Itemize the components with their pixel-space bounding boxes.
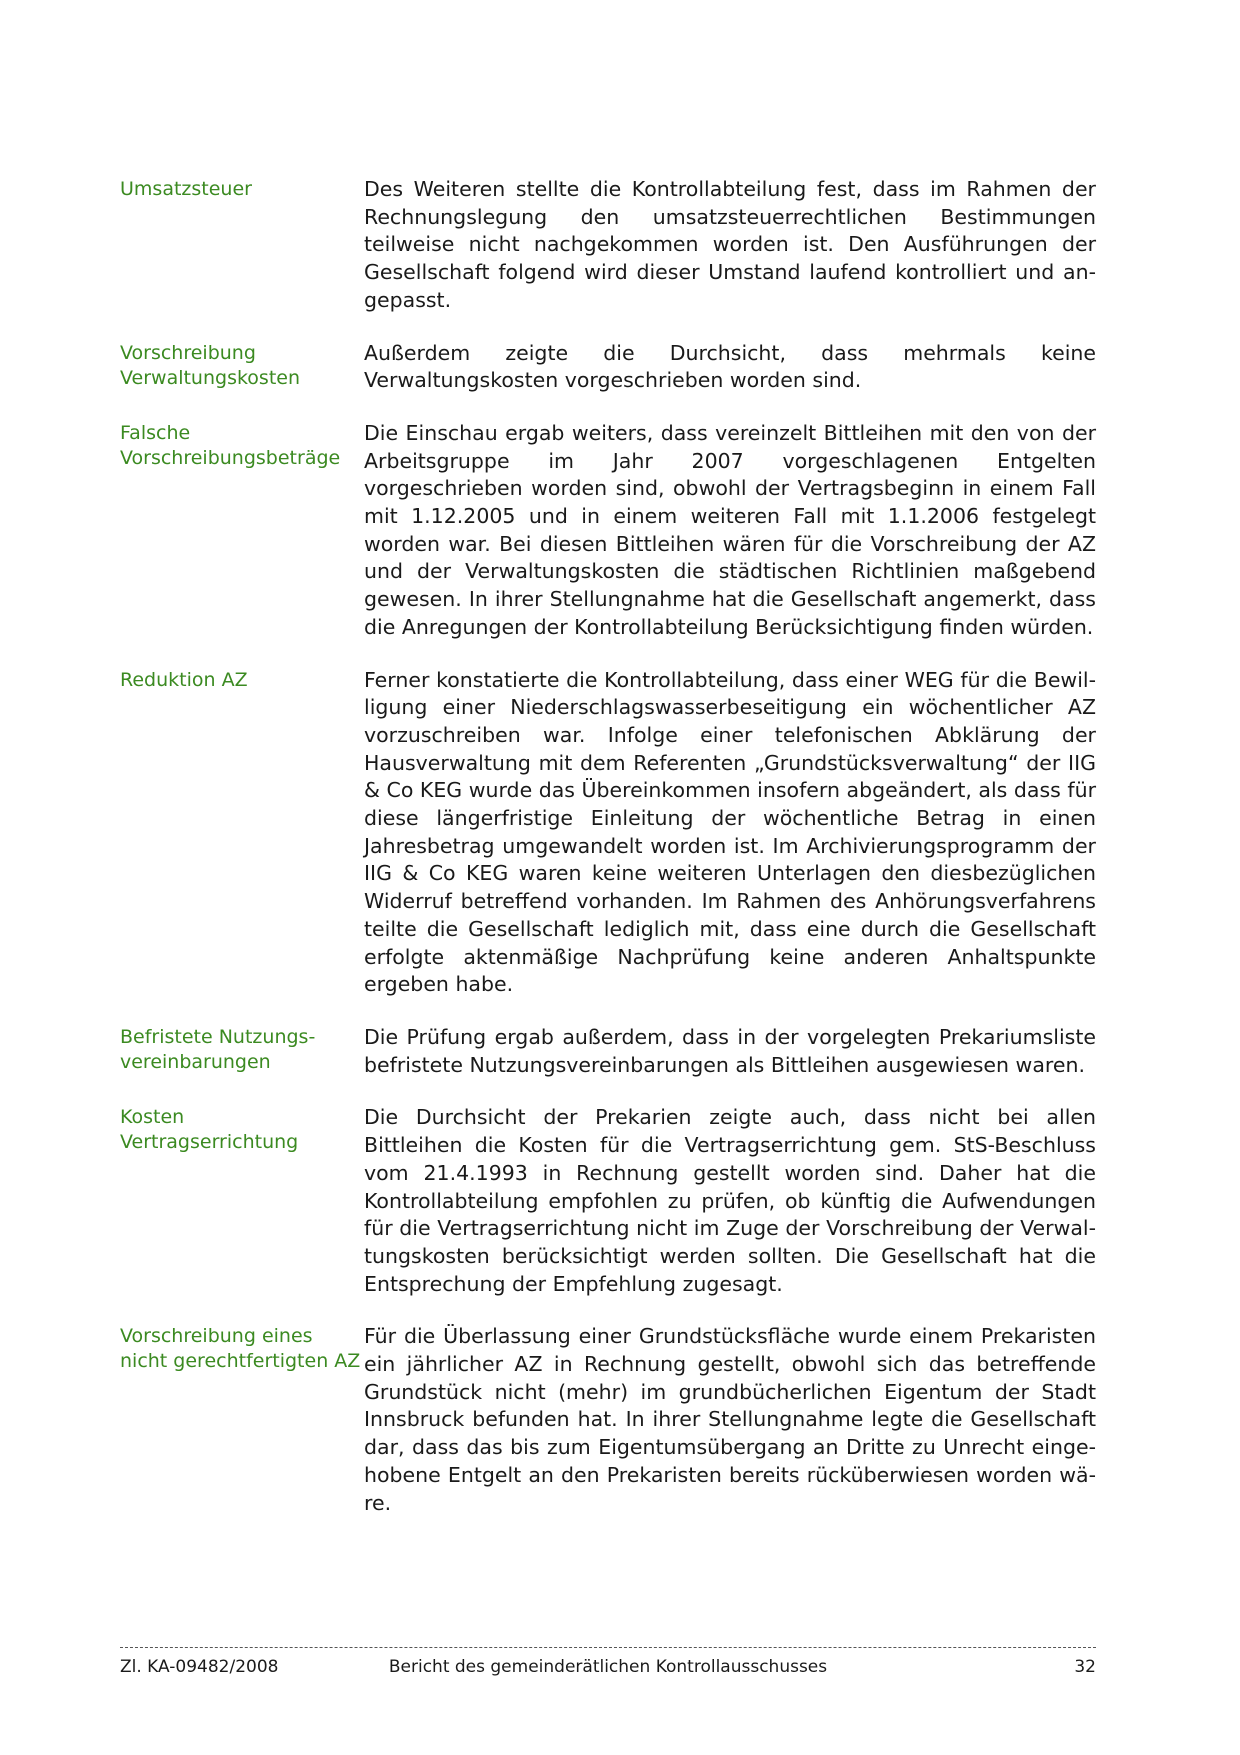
footer-title: Bericht des gemeinderätlichen Kontrollausschusses	[388, 1657, 828, 1677]
section-paragraph: Die Prüfung ergab außerdem, dass in der vorgelegten Prekariumsliste befristete Nutzungsvereinbarungen als Bittleihen ausgewiesen waren.	[364, 1024, 1096, 1077]
footer-reference: Zl. KA-09482/2008	[120, 1657, 279, 1677]
section-befristete-nutzungsvereinbarungen	[120, 1024, 1096, 1079]
margin-heading: Befristete Nutzungs-vereinbarungen	[120, 1025, 316, 1073]
section-paragraph: Ferner konstatierte die Kontrollabteilung, dass einer WEG für die Bewilligung einer Niederschlagswasserbeseitigung ein wöchentlicher AZ vorzuschreiben war. Infolge einer telefonischen Abklärung der Hausverwaltung mit dem Referenten „Grundstücksverwaltung“ der IIG & Co KEG wurde das Übereinkommen insofern abgeändert, als dass für diese längerfristige Einleitung der wöchentliche Betrag in einen Jahresbetrag umgewandelt worden ist. Im Archivierungsprogramm der IIG & Co KEG waren keine weiteren Unterlagen den diesbezüglichen Widerruf betreffend vorhanden. Im Rahmen des Anhörungsverfahrens teilte die Gesellschaft lediglich mit, dass eine durch die Gesellschaft erfolgte aktenmäßige Nachprüfung keine anderen Anhaltspunkte ergeben habe.	[364, 667, 1096, 997]
margin-heading: Umsatzsteuer	[120, 178, 252, 200]
footer-divider	[120, 1647, 1096, 1648]
section-paragraph: Die Einschau ergab weiters, dass vereinzelt Bittleihen mit den von der Arbeitsgruppe im Jahr 2007 vorgeschlagenen Entgelten vorgeschrieben worden sind, obwohl der Vertragsbeginn in einem Fall mit 1.12.2005 und in einem weiteren Fall mit 1.1.2006 festgelegt worden war. Bei diesen Bittleihen wären für die Vorschreibung der AZ und der Verwaltungskosten die städtischen Richtlinien maßgebend gewesen. In ihrer Stellungnahme hat die Gesellschaft angemerkt, dass die Anregungen der Kontrollabteilung Berücksichtigung finden würden.	[364, 420, 1096, 639]
section-paragraph: Für die Überlassung einer Grundstücksfläche wurde einem Prekaristen ein jährlicher AZ in Rechnung gestellt, obwohl sich das betreffende Grundstück nicht (mehr) im grundbücherlichen Eigentum der Stadt Innsbruck befunden hat. In ihrer Stellungnahme legte die Gesellschaft dar, dass das bis zum Eigentumsübergang an Dritte zu Unrecht eingehobene Entgelt an den Prekaristen bereits rücküberwiesen worden wäre.	[364, 1324, 1096, 1515]
section-paragraph: Außerdem zeigte die Durchsicht, dass mehrmals keine Verwaltungskosten vorgeschrieben worden sind.	[364, 340, 1096, 393]
section-umsatzsteuer	[120, 176, 1096, 315]
section-reduktion-az	[120, 667, 1096, 999]
section-paragraph: Die Durchsicht der Prekarien zeigte auch, dass nicht bei allen Bittleihen die Kosten für die Vertragserrichtung gem. StS-Beschluss vom 21.4.1993 in Rechnung gestellt worden sind. Daher hat die Kontrollabteilung empfohlen zu prüfen, ob künftig die Aufwendungen für die Vertragserrichtung nicht im Zuge der Vorschreibung der Verwaltungskosten berücksichtigt werden sollten. Die Gesellschaft hat die Entsprechung der Empfehlung zugesagt.	[364, 1105, 1096, 1296]
section-verwaltungskosten	[120, 340, 1096, 395]
footer-page-number: 32	[1074, 1657, 1096, 1677]
section-kosten-vertragserrichtung	[120, 1104, 1096, 1298]
report-sections	[120, 176, 1096, 1542]
section-falsche-vorschreibungsbetraege	[120, 420, 1096, 642]
margin-heading: Vorschreibung Verwaltungskosten	[120, 341, 301, 389]
page-footer	[120, 1655, 1096, 1679]
margin-heading: Reduktion AZ	[120, 668, 248, 691]
margin-heading: Kosten Vertragserrichtung	[120, 1106, 299, 1154]
section-paragraph: Des Weiteren stellte die Kontrollabteilung fest, dass im Rahmen der Rechnungslegung den umsatzsteuerrechtlichen Bestimmungen teilweise nicht nachgekommen worden ist. Den Ausführungen der Gesellschaft folgend wird dieser Umstand laufend kontrolliert und angepasst.	[364, 177, 1096, 312]
section-nicht-gerechtfertigter-az	[120, 1323, 1096, 1517]
margin-heading: Falsche Vorschreibungsbeträge	[120, 421, 341, 469]
margin-heading: Vorschreibung eines nicht gerechtfertigten AZ	[120, 1325, 361, 1373]
